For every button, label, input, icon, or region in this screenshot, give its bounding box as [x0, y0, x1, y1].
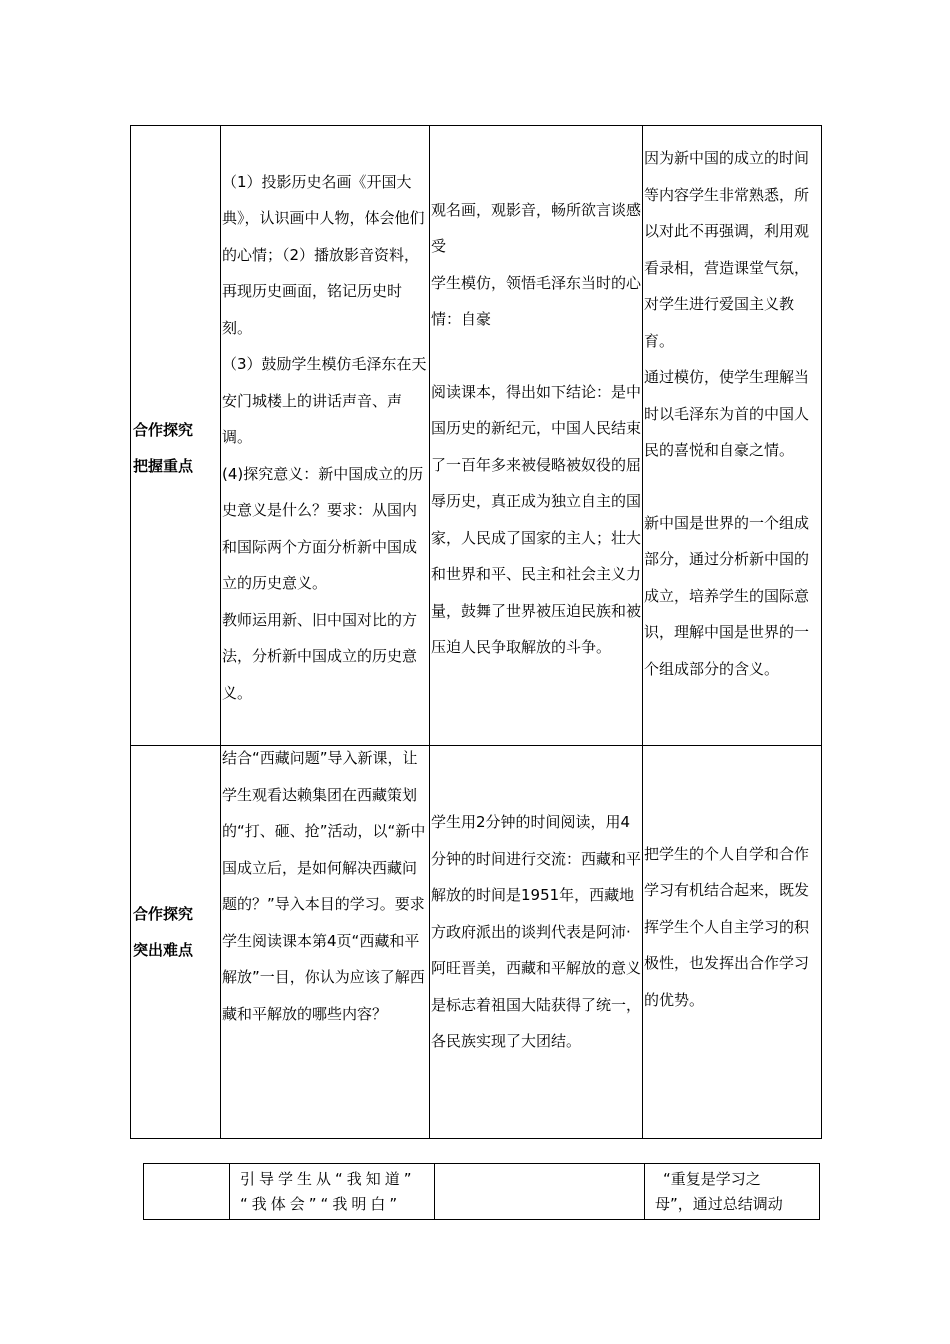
stage-label-line: 合作探究: [133, 420, 194, 439]
table-row: [144, 1164, 820, 1220]
table-row: [131, 126, 822, 746]
table-row: [131, 746, 822, 1139]
student-paragraph: 学生模仿，领悟毛泽东当时的心情：自豪: [431, 273, 642, 328]
intent-paragraph: 通过模仿，使学生理解当时以毛泽东为首的中国人民的喜悦和自豪之情。: [644, 368, 810, 459]
teacher-line: 引导学生从“我知道”: [240, 1169, 416, 1188]
student-activity-cell: [430, 746, 643, 1139]
intent-paragraph: 把学生的个人自学和合作学习有机结合起来，既发挥学生个人自主学习的积极性，也发挥出合作学习的优势。: [644, 844, 810, 1009]
student-paragraph: 观名画，观影音，畅所欲言谈感受: [431, 200, 642, 255]
teacher-activity-cell: [221, 746, 430, 1139]
stage-cell: [131, 126, 221, 746]
design-intent-cell: [645, 1164, 820, 1220]
teacher-activity-cell: [221, 126, 430, 746]
intent-line: 母”，通过总结调动: [655, 1194, 783, 1213]
student-paragraph: 阅读课本，得出如下结论：是中国历史的新纪元，中国人民结束了一百年多来被侵略被奴役的屈辱历史，真正成为独立自主的国家，人民成了国家的主人；壮大和世界和平、民主和社会主义力量，鼓舞了世界被压迫民族和被压迫人民争取解放的斗争。: [431, 382, 642, 656]
teacher-paragraph: 教师运用新、旧中国对比的方法，分析新中国成立的历史意义。: [222, 610, 418, 702]
stage-cell: [144, 1164, 230, 1220]
intent-line: “重复是学习之: [663, 1169, 761, 1188]
design-intent-cell: [643, 746, 822, 1139]
stage-label-line: 把握重点: [133, 456, 194, 475]
teacher-activity-cell: [230, 1164, 435, 1220]
design-intent-cell: [643, 126, 822, 746]
lesson-plan-table-continued: [143, 1163, 820, 1220]
intent-paragraph: 因为新中国的成立的时间等内容学生非常熟悉，所以对此不再强调，利用观看录相，营造课堂气氛，对学生进行爱国主义教育。: [644, 149, 810, 350]
student-activity-cell: [430, 126, 643, 746]
intent-paragraph: 新中国是世界的一个组成部分，通过分析新中国的成立，培养学生的国际意识，理解中国是世界的一个组成部分的含义。: [644, 513, 810, 678]
teacher-paragraph: （1）投影历史名画《开国大典》，认识画中人物，体会他们的心情；（2）播放影音资料，再现历史画面，铭记历史时刻。: [222, 172, 425, 337]
teacher-paragraph: （3）鼓励学生模仿毛泽东在天安门城楼上的讲话声音、声调。: [222, 355, 427, 447]
stage-cell: [131, 746, 221, 1139]
lesson-plan-table: [130, 125, 822, 1139]
teacher-paragraph: (4)探究意义：新中国成立的历史意义是什么？要求：从国内和国际两个方面分析新中国成立的历史意义。: [222, 464, 424, 593]
student-activity-cell: [435, 1164, 645, 1220]
teacher-paragraph: 结合“西藏问题”导入新课，让学生观看达赖集团在西藏策划的“打、砸、抢”活动，以“新中国成立后，是如何解决西藏问题的？”导入本目的学习。要求学生阅读课本第4页“西藏和平解放”一目，你认为应该了解西藏和平解放的哪些内容？: [222, 749, 426, 1023]
teacher-line: “我体会”“我明白”: [240, 1194, 402, 1213]
stage-label-line: 突出难点: [133, 941, 194, 959]
stage-label-line: 合作探究: [133, 905, 194, 923]
student-paragraph: 学生用2分钟的时间阅读，用4分钟的时间进行交流：西藏和平解放的时间是1951年，西藏地方政府派出的谈判代表是阿沛·阿旺晋美，西藏和平解放的意义是标志着祖国大陆获得了统一，各民族实现了大团结。: [431, 813, 642, 1051]
